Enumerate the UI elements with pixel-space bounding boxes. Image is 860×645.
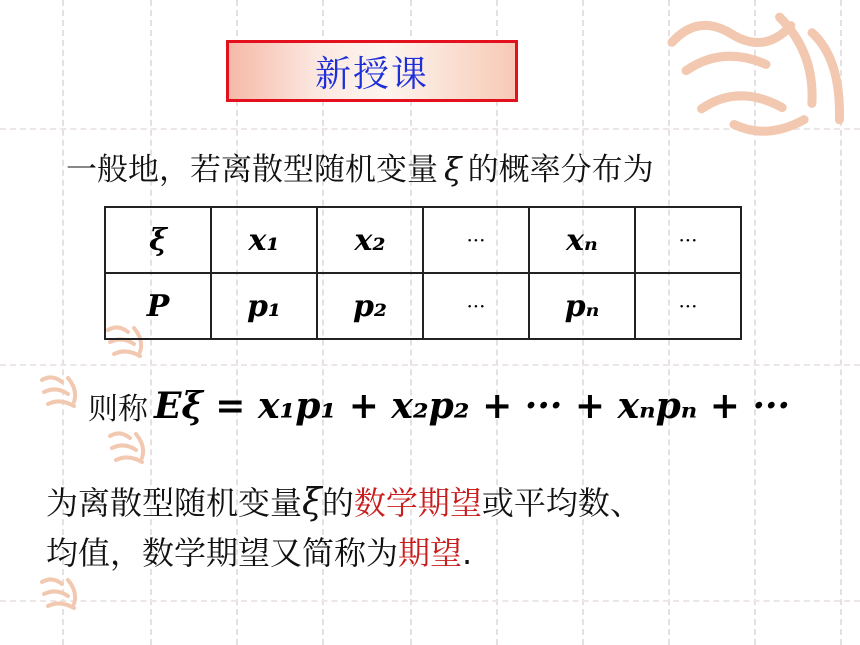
decorative-seal-small (106, 428, 150, 472)
table-row-values (105, 207, 741, 273)
table-cell: P (105, 273, 211, 339)
xi-symbol: ξ (302, 482, 322, 523)
table-cell: p₂ (317, 273, 423, 339)
para-text: 或平均数、 (481, 484, 642, 522)
emphasis-term: 数学期望 (353, 484, 482, 522)
para-text: 为离散型随机变量 (46, 484, 303, 522)
page-title: 新授课 (314, 53, 429, 95)
para-text: . (462, 534, 473, 572)
para-text: 的 (321, 484, 354, 522)
intro-text: 一般地，若离散型随机变量 (66, 152, 438, 188)
grid-line (0, 600, 860, 602)
expectation-definition (88, 384, 790, 428)
intro-suffix: 的概率分布为 (467, 152, 654, 188)
decorative-seal-small (38, 372, 82, 416)
seal-icon (658, 0, 860, 163)
table-cell: x₂ (317, 207, 423, 273)
emphasis-term: 期望 (398, 534, 463, 572)
table-cell: ··· (423, 207, 529, 273)
table-cell: x₁ (211, 207, 317, 273)
table-cell: ··· (423, 273, 529, 339)
table-row-probabilities (105, 273, 741, 339)
seal-icon (38, 574, 82, 614)
xi-symbol: ξ (444, 150, 462, 188)
decorative-seal-large (658, 0, 860, 170)
table-cell: xₙ (529, 207, 635, 273)
table-cell: pₙ (529, 273, 635, 339)
paragraph-line-2 (46, 528, 472, 574)
definition-lead: 则称 (88, 392, 148, 427)
title-box (226, 40, 518, 102)
decorative-seal-small (38, 574, 82, 618)
probability-distribution-table (104, 206, 742, 340)
table-cell: ξ (105, 207, 211, 273)
expectation-formula: Eξ = x₁p₁ + x₂p₂ + ··· + xₙpₙ + ··· (154, 385, 791, 427)
seal-icon (106, 428, 150, 468)
paragraph-line-1 (46, 478, 642, 524)
table-cell: ··· (635, 273, 741, 339)
intro-sentence (66, 144, 654, 189)
seal-icon (38, 372, 82, 412)
table-cell: ··· (635, 207, 741, 273)
para-text: 均值，数学期望又简称为 (46, 534, 399, 572)
table-cell: p₁ (211, 273, 317, 339)
